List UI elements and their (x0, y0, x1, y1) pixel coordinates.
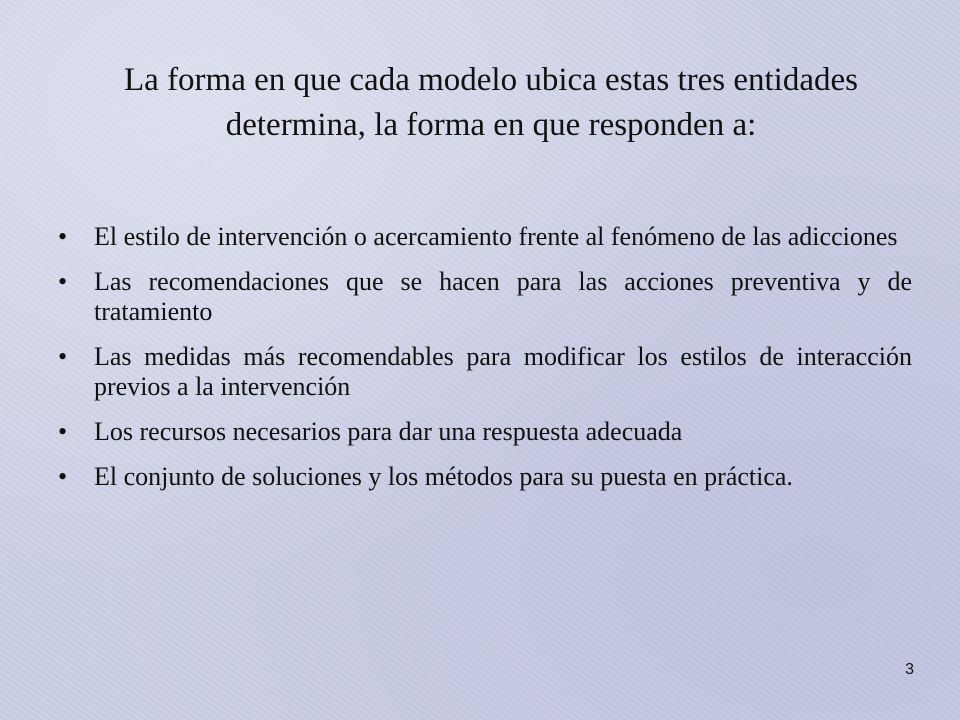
bullet-text: Las recomendaciones que se hacen para las acciones preventiva y de tratamiento (94, 267, 912, 326)
bullet-list (54, 222, 912, 507)
bullet-item (54, 222, 912, 252)
slide-title: La forma en que cada modelo ubica estas tres entidades determina, la forma en que responden a: (124, 62, 858, 143)
bullet-icon: • (58, 417, 68, 446)
bullet-text: El conjunto de soluciones y los métodos para su puesta en práctica. (94, 462, 793, 491)
bullet-text: Los recursos necesarios para dar una respuesta adecuada (94, 417, 683, 446)
bullet-item (54, 417, 912, 447)
bullet-icon: • (58, 267, 68, 296)
bullet-icon: • (58, 462, 68, 491)
bullet-icon: • (58, 342, 68, 371)
bullet-item (54, 342, 912, 402)
bullet-icon: • (58, 222, 68, 251)
bullet-text: Las medidas más recomendables para modificar los estilos de interacción previos a la intervención (94, 342, 912, 401)
page-number: 3 (905, 661, 914, 678)
bullet-text: El estilo de intervención o acercamiento frente al fenómeno de las adicciones (94, 222, 898, 251)
bullet-item (54, 267, 912, 327)
bullet-item (54, 462, 912, 492)
